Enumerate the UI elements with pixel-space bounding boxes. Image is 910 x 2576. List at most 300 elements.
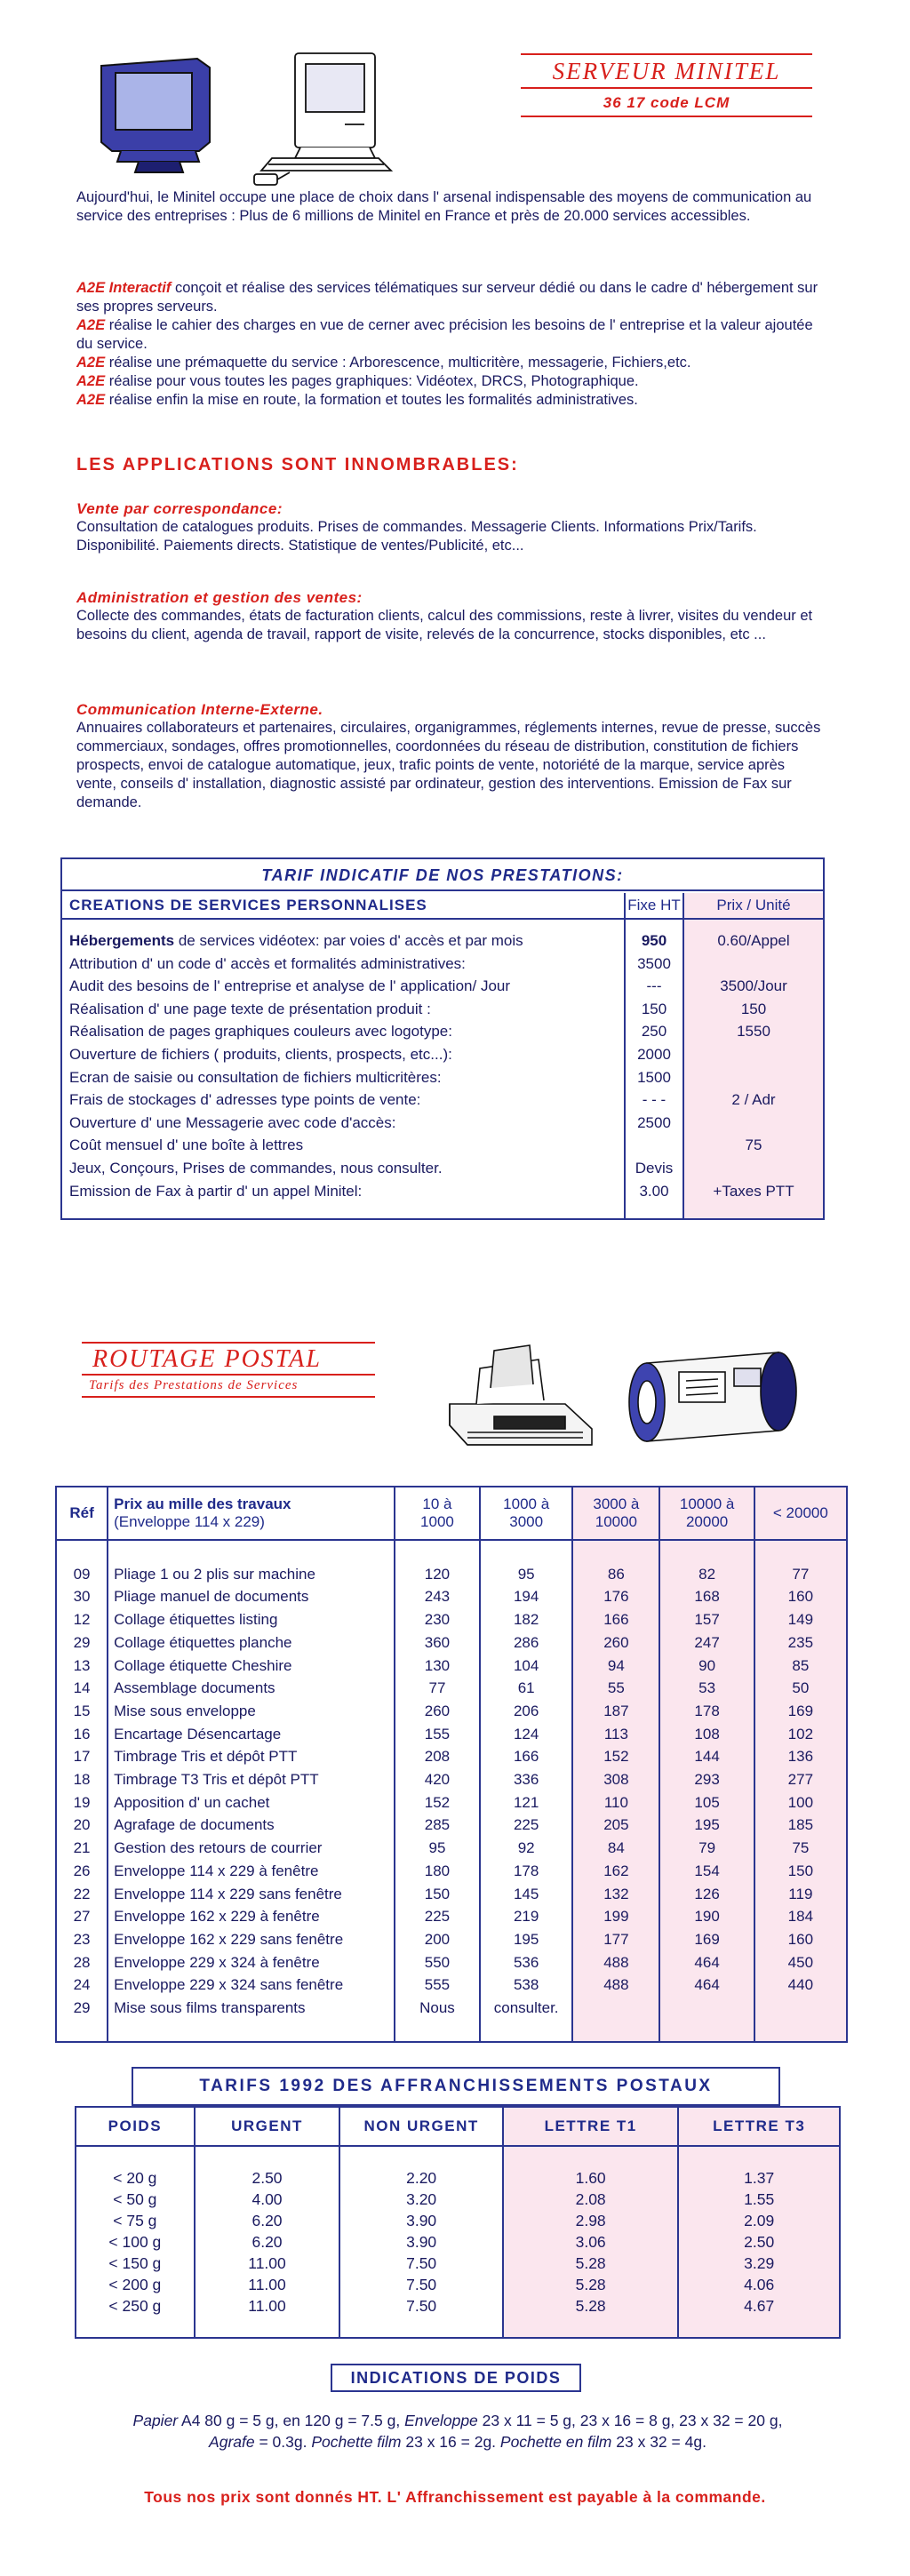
tarif-cell: 5.28 <box>503 2295 678 2317</box>
value-cell: 206 <box>480 1700 572 1723</box>
label-cell: Apposition d' un cachet <box>108 1791 395 1814</box>
application-text: Consultation de catalogues produits. Prises de commandes. Messagerie Clients. Informations Prix/Tarifs. Disponibilité. Paiements directs. Statistique de ventes/Publicité, etc... <box>76 519 757 554</box>
application-vpc <box>76 499 823 555</box>
value-cell: 145 <box>480 1883 572 1906</box>
minitel-title: SERVEUR MINITEL <box>521 53 812 89</box>
value-cell: 53 <box>659 1677 754 1700</box>
value-cell: 124 <box>480 1723 572 1746</box>
value-cell: 157 <box>659 1608 754 1631</box>
tarif-row-label: Audit des besoins de l' entreprise et analyse de l' application/ Jour <box>69 977 511 995</box>
a2e-line <box>76 391 823 410</box>
computers-illustration <box>85 46 405 188</box>
col-header-creations: CREATIONS DE SERVICES PERSONNALISES <box>69 897 427 913</box>
table-row <box>76 2295 840 2317</box>
col-header-20000: < 20000 <box>754 1487 847 1540</box>
value-cell: 160 <box>754 1928 847 1951</box>
line-text: réalise pour vous toutes les pages graphiques: Vidéotex, DRCS, Photographique. <box>105 373 639 389</box>
tarif-row-label: Hébergements de services vidéotex: par voies d' accès et par mois <box>69 932 523 949</box>
ref-cell: 23 <box>56 1928 108 1951</box>
tarif-fixe-value: 1500 <box>637 1068 671 1086</box>
value: 23 x 32 = 4g. <box>611 2433 706 2451</box>
affranchissement-title: TARIFS 1992 DES AFFRANCHISSEMENTS POSTAUX <box>132 2067 780 2106</box>
table-row <box>76 2274 840 2295</box>
tarif-prix-value: +Taxes PTT <box>713 1182 794 1200</box>
brand-label: A2E <box>76 317 106 333</box>
tarif-fixe-value: --- <box>646 977 662 995</box>
poids-cell: < 250 g <box>76 2295 195 2317</box>
routage-table <box>55 1486 848 2043</box>
tarif-cell: 3.20 <box>339 2189 503 2210</box>
ref-cell: 16 <box>56 1723 108 1746</box>
tarif-cell: 2.20 <box>339 2167 503 2189</box>
value-cell: 166 <box>572 1608 659 1631</box>
value-cell: 100 <box>754 1791 847 1814</box>
application-title: Vente par correspondance: <box>76 500 283 517</box>
ref-cell: 29 <box>56 1997 108 2020</box>
label: Agrafe <box>209 2433 255 2451</box>
value-cell: 149 <box>754 1608 847 1631</box>
value-cell: 130 <box>395 1655 480 1678</box>
ref-cell: 29 <box>56 1631 108 1655</box>
table-row <box>76 2167 840 2189</box>
value-cell: 336 <box>480 1768 572 1791</box>
routage-subtitle: Tarifs des Prestations de Services <box>82 1376 375 1398</box>
tarif-cell: 5.28 <box>503 2274 678 2295</box>
value-cell: 247 <box>659 1631 754 1655</box>
table-row <box>56 1928 847 1951</box>
table-row <box>56 1791 847 1814</box>
table-row <box>56 1905 847 1928</box>
application-text: Annuaires collaborateurs et partenaires, circulaires, organigrammes, réglements internes, revue de presse, succès commerciaux, sondages, offres promotionnelles, coordonnées du réseau de distribution, constitution de fichiers prospects, envoi de catalogue automatique, jeux, trafic points de vente, notoriété de la marque, service après vente, conseils d' installation, diagnostic assisté par ordinateur, gestion des interventions. Emission de Fax sur demande. <box>76 720 821 810</box>
value-cell: 205 <box>572 1814 659 1837</box>
application-admin <box>76 588 823 644</box>
ref-cell: 15 <box>56 1700 108 1723</box>
tarif-prix-value: 75 <box>745 1136 762 1154</box>
value-cell: 550 <box>395 1951 480 1974</box>
label-cell: Pliage 1 ou 2 plis sur machine <box>108 1563 395 1586</box>
label: Papier <box>132 2412 179 2429</box>
tarif-row-label: Réalisation d' une page texte de présentation produit : <box>69 1000 431 1017</box>
tarif-cell: 7.50 <box>339 2253 503 2274</box>
affranchissement-header-row <box>76 2107 840 2146</box>
label-cell: Enveloppe 114 x 229 à fenêtre <box>108 1860 395 1883</box>
tarif-cell: 4.67 <box>678 2295 840 2317</box>
tarif-row-label: Ecran de saisie ou consultation de fichiers multicritères: <box>69 1068 442 1086</box>
tarif-fixe-value: 950 <box>641 932 667 949</box>
value-cell <box>754 1997 847 2020</box>
table-row <box>56 1700 847 1723</box>
value-cell: 208 <box>395 1745 480 1768</box>
value-cell: 155 <box>395 1723 480 1746</box>
label-cell: Timbrage Tris et dépôt PTT <box>108 1745 395 1768</box>
value-cell: 219 <box>480 1905 572 1928</box>
tarif-prix-value: 3500/Jour <box>720 977 787 995</box>
value-cell: 169 <box>659 1928 754 1951</box>
table-row <box>76 2210 840 2231</box>
a2e-line <box>76 316 823 354</box>
value-cell: 180 <box>395 1860 480 1883</box>
poids-cell: < 100 g <box>76 2231 195 2253</box>
table-row <box>56 1723 847 1746</box>
value-cell: 308 <box>572 1768 659 1791</box>
line-text: réalise le cahier des charges en vue de cerner avec précision les besoins de l' entreprise et la valeur ajoutée du service. <box>76 317 813 352</box>
col-header-lettre-t3: LETTRE T3 <box>678 2107 840 2146</box>
application-communication <box>76 700 823 812</box>
routage-header <box>82 1342 375 1398</box>
tarif-row-label: Ouverture d' une Messagerie avec code d'accès: <box>69 1113 396 1131</box>
ref-cell: 26 <box>56 1860 108 1883</box>
table-row <box>56 1951 847 1974</box>
indications-title: INDICATIONS DE POIDS <box>331 2364 581 2392</box>
value-cell: 150 <box>754 1860 847 1883</box>
value-cell: 225 <box>480 1814 572 1837</box>
footer-note: Tous nos prix sont donnés HT. L' Affranchissement est payable à la commande. <box>144 2488 766 2506</box>
tarif-row-label: Emission de Fax à partir d' un appel Minitel: <box>69 1182 363 1200</box>
ref-cell: 22 <box>56 1883 108 1906</box>
tarif-prix-value: 0.60/Appel <box>717 932 790 949</box>
ref-cell: 14 <box>56 1677 108 1700</box>
value-cell: 184 <box>754 1905 847 1928</box>
value-cell: 286 <box>480 1631 572 1655</box>
value-cell: 110 <box>572 1791 659 1814</box>
tarif-fixe-value: 250 <box>641 1023 667 1041</box>
a2e-line <box>76 279 823 316</box>
table-row <box>56 1974 847 1997</box>
value-cell: 95 <box>395 1837 480 1860</box>
value-cell: 154 <box>659 1860 754 1883</box>
value-cell: 536 <box>480 1951 572 1974</box>
value-cell: 132 <box>572 1883 659 1906</box>
line-text: réalise une prémaquette du service : Arborescence, multicritère, messagerie, Fichiers,etc. <box>105 355 691 371</box>
tarif-cell: 5.28 <box>503 2253 678 2274</box>
label-cell: Collage étiquette Cheshire <box>108 1655 395 1678</box>
value-cell: 105 <box>659 1791 754 1814</box>
tarif-cell: 2.09 <box>678 2210 840 2231</box>
ref-cell: 24 <box>56 1974 108 1997</box>
value-cell: 277 <box>754 1768 847 1791</box>
value-cell: 162 <box>572 1860 659 1883</box>
value-cell: 75 <box>754 1837 847 1860</box>
application-title: Communication Interne-Externe. <box>76 701 323 718</box>
value-cell: 420 <box>395 1768 480 1791</box>
table-row <box>76 2253 840 2274</box>
value-cell: 84 <box>572 1837 659 1860</box>
applications-heading: LES APPLICATIONS SONT INNOMBRABLES: <box>76 455 519 475</box>
poids-cell: < 150 g <box>76 2253 195 2274</box>
tarif-fixe-value: 2000 <box>637 1046 671 1063</box>
label-cell: Timbrage T3 Tris et dépôt PTT <box>108 1768 395 1791</box>
table-row <box>56 1563 847 1586</box>
label-cell: Mise sous enveloppe <box>108 1700 395 1723</box>
value-cell: 178 <box>659 1700 754 1723</box>
hebergements-label: Hébergements <box>69 932 175 949</box>
tarif-fixe-value: 2500 <box>637 1113 671 1131</box>
col-header-10000-20000: 10000 à 20000 <box>659 1487 754 1540</box>
tarif-fixe-value: - - - <box>642 1091 667 1109</box>
ref-cell: 18 <box>56 1768 108 1791</box>
tarif-cell: 3.06 <box>503 2231 678 2253</box>
value-cell: 144 <box>659 1745 754 1768</box>
value-cell: 194 <box>480 1585 572 1608</box>
value-cell: 95 <box>480 1563 572 1586</box>
label-cell: Gestion des retours de courrier <box>108 1837 395 1860</box>
tarif-cell: 4.00 <box>195 2189 340 2210</box>
label-cell: Enveloppe 229 x 324 à fenêtre <box>108 1951 395 1974</box>
tarif-table <box>60 857 825 1220</box>
value-cell: 152 <box>395 1791 480 1814</box>
value-cell: 77 <box>754 1563 847 1586</box>
tarif-fixe-value: 3500 <box>637 954 671 972</box>
poids-cell: < 200 g <box>76 2274 195 2295</box>
value-cell: 185 <box>754 1814 847 1837</box>
tarif-cell: 4.06 <box>678 2274 840 2295</box>
value-cell: 168 <box>659 1585 754 1608</box>
tarif-cell: 1.60 <box>503 2167 678 2189</box>
affranchissement-table <box>75 2106 841 2339</box>
envelope-roll-icon <box>629 1352 796 1441</box>
value-cell: 360 <box>395 1631 480 1655</box>
tarif-prix-value: 1550 <box>737 1023 770 1041</box>
value-cell: 136 <box>754 1745 847 1768</box>
brand-label: A2E <box>76 373 106 389</box>
a2e-services-list <box>76 279 823 410</box>
minitel-header <box>521 53 812 117</box>
label-cell: Enveloppe 162 x 229 à fenêtre <box>108 1905 395 1928</box>
value-cell: 235 <box>754 1631 847 1655</box>
label-cell: Collage étiquettes planche <box>108 1631 395 1655</box>
value-cell: 182 <box>480 1608 572 1631</box>
value-cell: 195 <box>480 1928 572 1951</box>
label-cell: Agrafage de documents <box>108 1814 395 1837</box>
poids-cell: < 50 g <box>76 2189 195 2210</box>
routage-header-row <box>56 1487 847 1540</box>
ref-cell: 09 <box>56 1563 108 1586</box>
value-cell: 243 <box>395 1585 480 1608</box>
tarif-cell: 7.50 <box>339 2274 503 2295</box>
tarif-cell: 2.08 <box>503 2189 678 2210</box>
tarif-header-row <box>62 893 823 920</box>
label-cell: Assemblage documents <box>108 1677 395 1700</box>
value-cell: 178 <box>480 1860 572 1883</box>
value-cell: 169 <box>754 1700 847 1723</box>
value-cell: 260 <box>395 1700 480 1723</box>
value-cell: 440 <box>754 1974 847 1997</box>
table-row <box>56 1997 847 2020</box>
table-row <box>76 2189 840 2210</box>
value-cell: 187 <box>572 1700 659 1723</box>
tarif-row-label: Jeux, Conçours, Prises de commandes, nous consulter. <box>69 1160 443 1176</box>
tarif-cell: 1.55 <box>678 2189 840 2210</box>
value-cell: 450 <box>754 1951 847 1974</box>
ref-cell: 28 <box>56 1951 108 1974</box>
brand-label: A2E Interactif <box>76 280 172 296</box>
table-row <box>56 1768 847 1791</box>
tarif-cell: 6.20 <box>195 2231 340 2253</box>
value-cell: 488 <box>572 1951 659 1974</box>
indications-text <box>71 2410 844 2452</box>
col-header-poids: POIDS <box>76 2107 195 2146</box>
tarif-cell: 6.20 <box>195 2210 340 2231</box>
value-cell: 225 <box>395 1905 480 1928</box>
tarif-fixe-value: Devis <box>635 1160 674 1176</box>
ref-cell: 13 <box>56 1655 108 1678</box>
line-text: conçoit et réalise des services télématiques sur serveur dédié ou dans le cadre d' hébergement sur ses propres serveurs. <box>76 280 818 315</box>
label-cell: Mise sous films transparents <box>108 1997 395 2020</box>
tarif-cell: 3.90 <box>339 2210 503 2231</box>
value-cell: consulter. <box>480 1997 572 2020</box>
value-cell: 230 <box>395 1608 480 1631</box>
table-row <box>56 1608 847 1631</box>
line-text: réalise enfin la mise en route, la formation et toutes les formalités administratives. <box>105 392 638 408</box>
value-cell: 82 <box>659 1563 754 1586</box>
poids-cell: < 20 g <box>76 2167 195 2189</box>
tarif-cell: 2.50 <box>195 2167 340 2189</box>
table-row <box>56 1677 847 1700</box>
value: 23 x 16 = 2g. <box>401 2433 500 2451</box>
tarif-cell: 11.00 <box>195 2295 340 2317</box>
value-cell: 90 <box>659 1655 754 1678</box>
value-cell: 121 <box>480 1791 572 1814</box>
value-cell: 190 <box>659 1905 754 1928</box>
ref-cell: 12 <box>56 1608 108 1631</box>
col-header-3000-10000: 3000 à 10000 <box>572 1487 659 1540</box>
value-cell: 166 <box>480 1745 572 1768</box>
col-header-prix: Prix au mille des travaux (Enveloppe 114 x 229) <box>108 1487 395 1540</box>
value-cell: 152 <box>572 1745 659 1768</box>
tarif-fixe-value: 150 <box>641 1000 667 1017</box>
value-cell: 120 <box>395 1563 480 1586</box>
value-cell: 92 <box>480 1837 572 1860</box>
label-cell: Enveloppe 114 x 229 sans fenêtre <box>108 1883 395 1906</box>
value-cell: 55 <box>572 1677 659 1700</box>
value-cell: 102 <box>754 1723 847 1746</box>
tarif-row-label: Ouverture de fichiers ( produits, clients, prospects, etc...): <box>69 1046 452 1063</box>
ref-cell: 19 <box>56 1791 108 1814</box>
ref-cell: 21 <box>56 1837 108 1860</box>
tarif-prix-value: 2 / Adr <box>731 1091 776 1109</box>
table-row <box>56 1860 847 1883</box>
application-text: Collecte des commandes, états de facturation clients, calcul des commissions, reste à livrer, visites du vendeur et besoins du client, agenda de travail, rapport de visite, relevés de la concurrence, stocks disponibles, etc ... <box>76 608 813 642</box>
value-cell: 177 <box>572 1928 659 1951</box>
value-cell: 108 <box>659 1723 754 1746</box>
col-header-lettre-t1: LETTRE T1 <box>503 2107 678 2146</box>
col-header-10-1000: 10 à 1000 <box>395 1487 480 1540</box>
col-header-ref: Réf <box>56 1487 108 1540</box>
tarif-cell: 2.98 <box>503 2210 678 2231</box>
brand-label: A2E <box>76 355 106 371</box>
application-title: Administration et gestion des ventes: <box>76 589 363 606</box>
label-cell: Enveloppe 229 x 324 sans fenêtre <box>108 1974 395 1997</box>
tarif-prix-value: 150 <box>740 1000 767 1017</box>
value-cell: 61 <box>480 1677 572 1700</box>
label-cell: Pliage manuel de documents <box>108 1585 395 1608</box>
value-cell: 79 <box>659 1837 754 1860</box>
table-row <box>56 1814 847 1837</box>
value-cell: 160 <box>754 1585 847 1608</box>
value-cell: 104 <box>480 1655 572 1678</box>
col-header-fixe: Fixe HT <box>627 897 681 913</box>
tarif-row-label: Réalisation de pages graphiques couleurs avec logotype: <box>69 1023 452 1041</box>
value: A4 80 g = 5 g, en 120 g = 7.5 g, <box>178 2412 405 2429</box>
tarif-row-label: Attribution d' un code d' accès et formalités administratives: <box>69 954 466 972</box>
table-row <box>56 1883 847 1906</box>
a2e-line <box>76 354 823 372</box>
tarif-cell: 7.50 <box>339 2295 503 2317</box>
value-cell: 85 <box>754 1655 847 1678</box>
col-header-non-urgent: NON URGENT <box>339 2107 503 2146</box>
tarif-cell: 3.90 <box>339 2231 503 2253</box>
value-cell: 176 <box>572 1585 659 1608</box>
value: = 0.3g. <box>254 2433 312 2451</box>
value-cell: 94 <box>572 1655 659 1678</box>
value-cell: 195 <box>659 1814 754 1837</box>
value-cell: Nous <box>395 1997 480 2020</box>
printer-icon <box>450 1345 592 1445</box>
value-cell: 200 <box>395 1928 480 1951</box>
table-row <box>56 1837 847 1860</box>
tarif-cell: 2.50 <box>678 2231 840 2253</box>
value-cell: 464 <box>659 1974 754 1997</box>
ref-cell: 27 <box>56 1905 108 1928</box>
value-cell: 260 <box>572 1631 659 1655</box>
value-cell: 293 <box>659 1768 754 1791</box>
col-header-prix: Prix / Unité <box>716 897 791 913</box>
value-cell: 555 <box>395 1974 480 1997</box>
minitel-terminal-icon <box>101 59 210 172</box>
tarif-cell: 1.37 <box>678 2167 840 2189</box>
tarif-cell: 11.00 <box>195 2253 340 2274</box>
col-header-1000-3000: 1000 à 3000 <box>480 1487 572 1540</box>
value-cell: 199 <box>572 1905 659 1928</box>
label-cell: Enveloppe 162 x 229 sans fenêtre <box>108 1928 395 1951</box>
value-cell <box>659 1997 754 2020</box>
intro-paragraph: Aujourd'hui, le Minitel occupe une place de choix dans l' arsenal indispensable des moyens de communication au service des entreprises : Plus de 6 millions de Minitel en France et près de 20.000 services accessibles. <box>76 189 812 224</box>
table-row <box>76 2231 840 2253</box>
tarif-row-label: Frais de stockages d' adresses type points de vente: <box>69 1091 421 1109</box>
tarif-cell: 11.00 <box>195 2274 340 2295</box>
minitel-code: 36 17 code LCM <box>521 89 812 117</box>
value-cell: 77 <box>395 1677 480 1700</box>
label: Pochette film <box>311 2433 402 2451</box>
value-cell: 285 <box>395 1814 480 1837</box>
col-header-urgent: URGENT <box>195 2107 340 2146</box>
value-cell: 150 <box>395 1883 480 1906</box>
tarif-row-label: Coût mensuel d' une boîte à lettres <box>69 1136 304 1154</box>
value-cell <box>572 1997 659 2020</box>
value-cell: 119 <box>754 1883 847 1906</box>
table-row <box>56 1745 847 1768</box>
value-cell: 126 <box>659 1883 754 1906</box>
ref-cell: 20 <box>56 1814 108 1837</box>
value-cell: 488 <box>572 1974 659 1997</box>
tarif-cell: 3.29 <box>678 2253 840 2274</box>
value-cell: 86 <box>572 1563 659 1586</box>
macintosh-icon <box>254 53 391 185</box>
table-row <box>56 1631 847 1655</box>
tarif-title: TARIF INDICATIF DE NOS PRESTATIONS: <box>62 859 823 891</box>
brand-label: A2E <box>76 392 106 408</box>
ref-cell: 17 <box>56 1745 108 1768</box>
value-cell: 538 <box>480 1974 572 1997</box>
ref-cell: 30 <box>56 1585 108 1608</box>
label-cell: Encartage Désencartage <box>108 1723 395 1746</box>
value: 23 x 11 = 5 g, 23 x 16 = 8 g, 23 x 32 = 20 g, <box>477 2412 783 2429</box>
a2e-line <box>76 372 823 391</box>
table-row <box>56 1585 847 1608</box>
routage-title: ROUTAGE POSTAL <box>82 1342 375 1376</box>
value-cell: 50 <box>754 1677 847 1700</box>
tarif-fixe-value: 3.00 <box>639 1182 669 1200</box>
